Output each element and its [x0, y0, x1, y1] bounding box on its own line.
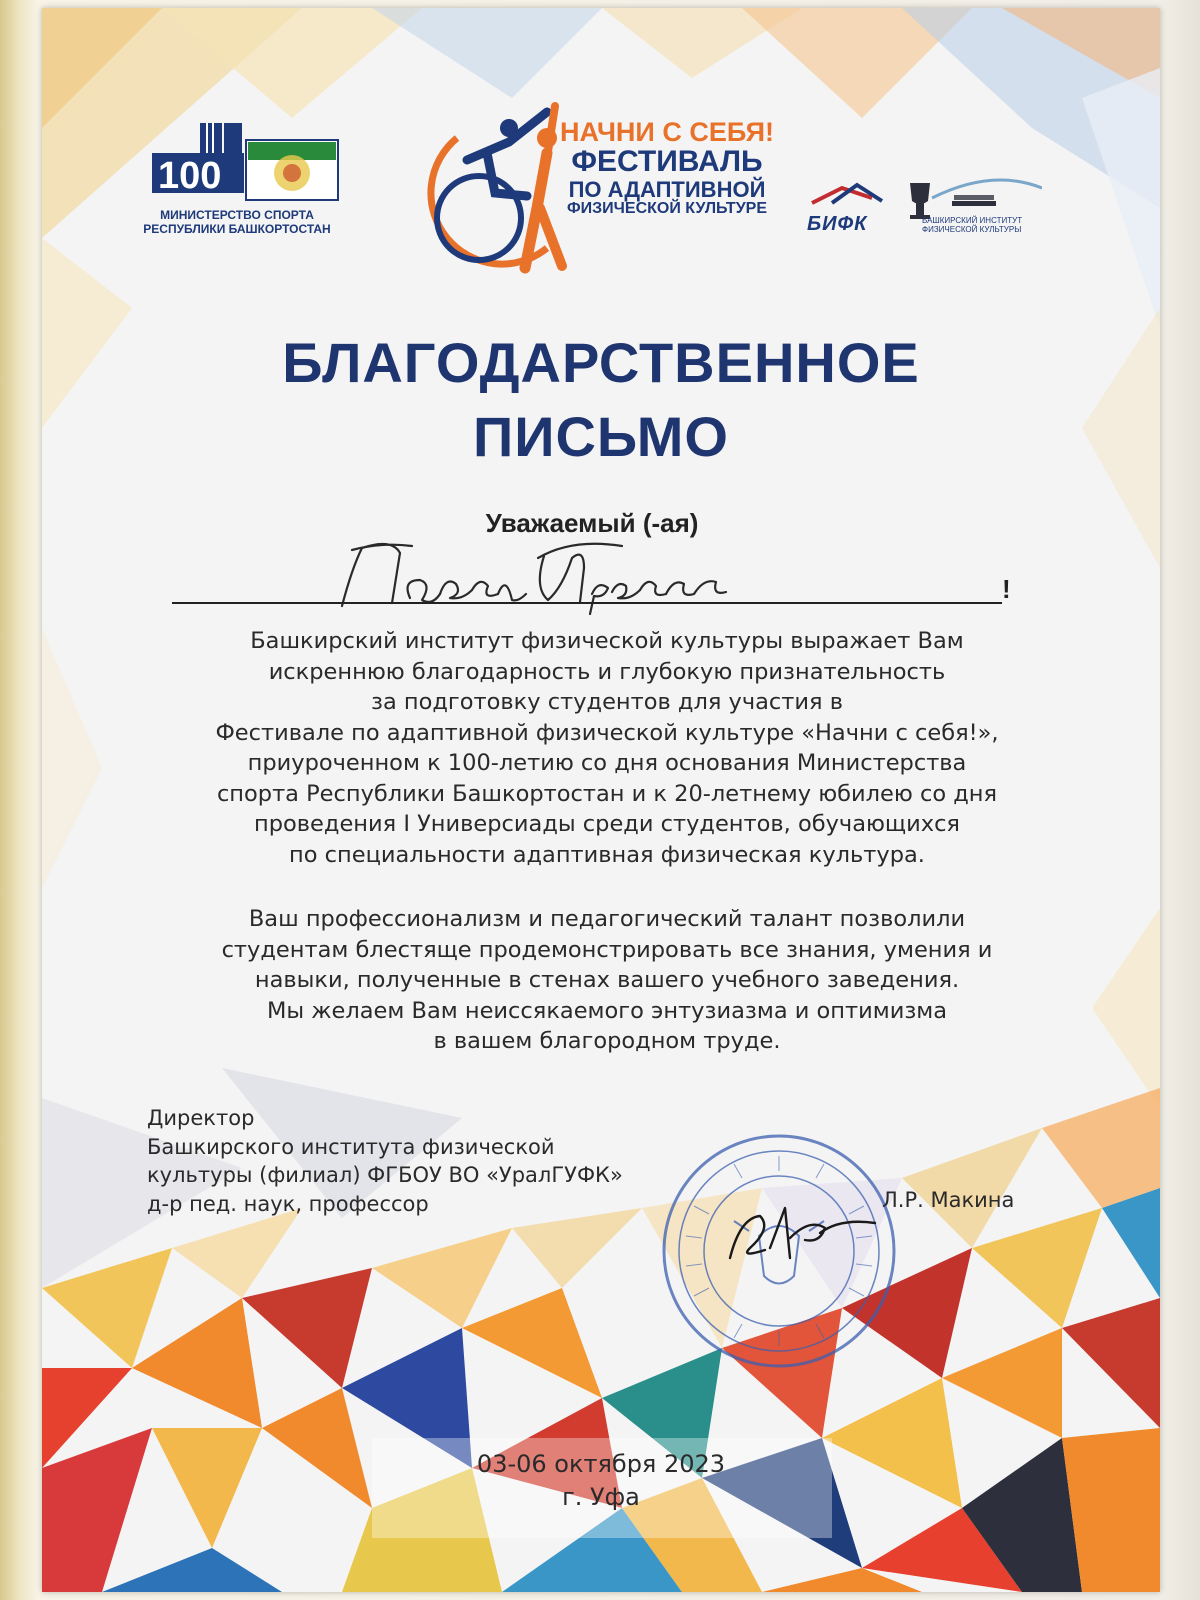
paragraph2-line: Ваш профессионализм и педагогический талант позволили [248, 906, 966, 932]
paragraph2-line: Мы желаем Вам неиссякаемого энтузиазма и оптимизма [266, 997, 948, 1024]
wishes-paragraph [102, 904, 1112, 1057]
certificate-sheet [42, 8, 1160, 1592]
bifk-caption-line2: ФИЗИЧЕСКОЙ КУЛЬТУРЫ [922, 225, 1022, 234]
signatory-line: культуры (филиал) ФГБОУ ВО «УралГУФК» [147, 1163, 623, 1187]
signatory-line: Башкирского института физической [147, 1134, 555, 1159]
paragraph1-line: Башкирский институт физической культуры выражает Вам [250, 628, 964, 654]
recipient-exclamation: ! [1002, 574, 1011, 604]
title-line1: БЛАГОДАРСТВЕННОЕ [282, 331, 920, 394]
paragraph1-line: проведения I Универсиады среди студентов, обучающихся [254, 811, 960, 837]
bifk-caption [922, 216, 1052, 234]
bifk-caption-line1: БАШКИРСКИЙ ИНСТИТУТ [922, 216, 1023, 225]
letter-title [42, 326, 1160, 474]
festival-line3: ФИЗИЧЕСКОЙ КУЛЬТУРЕ [567, 199, 767, 217]
paragraph1-line: Фестивале по адаптивной физической культуре «Начни с себя!», [215, 719, 999, 746]
paragraph1-line: приуроченном к 100-летию со дня основания Министерства [247, 750, 967, 776]
festival-line1: ФЕСТИВАЛЬ [571, 145, 763, 179]
event-footer [42, 1448, 1160, 1514]
signatory-line: д-р пед. наук, профессор [147, 1191, 429, 1216]
bifk-abbr: БИФК [807, 213, 868, 235]
signatory-name: Л.Р. Макина [882, 1188, 1015, 1212]
ministry-caption-line2: РЕСПУБЛИКИ БАШКОРТОСТАН [143, 222, 331, 236]
festival-line2: ПО АДАПТИВНОЙ [568, 176, 766, 202]
ministry-badge-text: 100 [158, 155, 222, 197]
paragraph1-line: искреннюю благодарность и глубокую признательность [268, 658, 946, 685]
paragraph2-line: навыки, полученные в стенах вашего учебного заведения. [254, 967, 960, 993]
ministry-caption-line1: МИНИСТЕРСТВО СПОРТА [160, 208, 314, 222]
ministry-caption [122, 208, 352, 236]
title-line2: ПИСЬМО [472, 405, 729, 468]
paragraph2-line: студентам блестяще продемонстрировать все знания, умения и [221, 936, 993, 963]
paragraph1-line: за подготовку студентов для участия в [371, 689, 843, 715]
festival-slogan: НАЧНИ С СЕБЯ! [560, 117, 774, 147]
recipient-underline [172, 602, 1002, 604]
salutation: Уважаемый (-ая) [485, 508, 699, 538]
paragraph2-line: в вашем благородном труде. [433, 1028, 781, 1054]
handwritten-recipient-name [322, 528, 742, 618]
paragraph1-line: по специальности адаптивная физическая культура. [289, 841, 925, 868]
signatory-line: Директор [147, 1106, 255, 1130]
paragraph1-line: спорта Республики Башкортостан и к 20-летнему юбилею со дня [216, 780, 998, 807]
signatory-block [147, 1104, 767, 1218]
event-city: г. Уфа [562, 1483, 640, 1511]
gratitude-paragraph [102, 626, 1112, 870]
event-date: 03-06 октября 2023 [476, 1450, 726, 1478]
festival-title [547, 118, 787, 218]
